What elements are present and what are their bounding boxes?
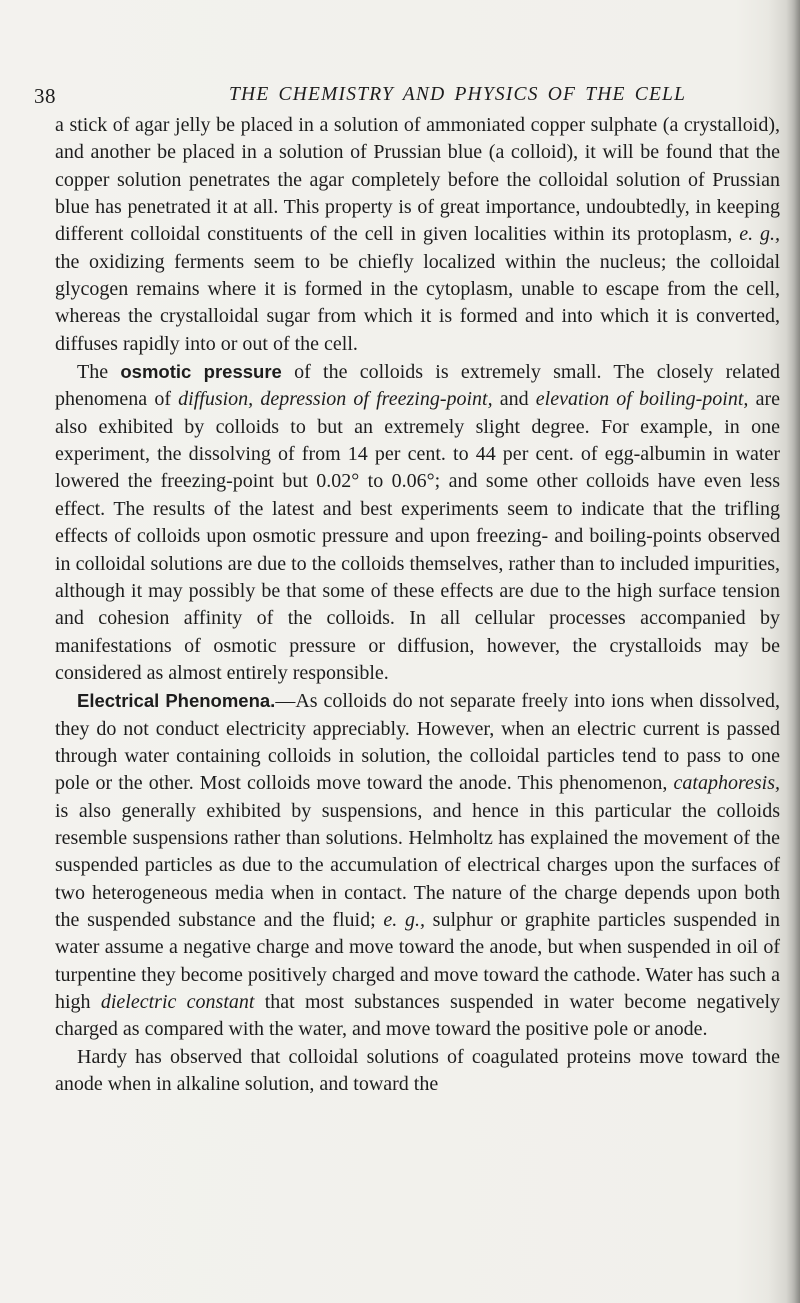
body-text [55, 112, 780, 1098]
paragraph-1 [55, 112, 780, 358]
page-header [34, 84, 780, 114]
page-edge-shadow [786, 0, 800, 1303]
italic-eg: e. g., [739, 223, 780, 246]
bold-term-osmotic-pressure: osmotic pressure [120, 361, 282, 383]
italic-term: elevation of boiling-point, [535, 388, 749, 411]
italic-term: cataphoresis, [673, 772, 780, 795]
paragraph-3 [55, 687, 780, 1043]
paragraph-text: the oxidizing ferments seem to be chiefly localized within the nucleus; the colloidal glycogen remains where it is formed in the cytoplasm, unable to escape from the cell, whereas the crystalloidal sugar from which it is formed and into which it is converted, diffuses rapidly into or out of the cell. [55, 250, 780, 355]
paragraph-text: The [77, 361, 121, 384]
paragraph-text: a stick of agar jelly be placed in a solution of ammoniated copper sulphate (a crystalloid), and another be placed in a solution of Prussian blue (a colloid), it will be found that the copper solution penetrates the agar completely before the colloidal solution of Prussian blue has penetrated it at all. This property is of great importance, undoubtedly, in keeping different colloidal constituents of the cell in given localities within its protoplasm, [55, 114, 780, 246]
paragraph-text: and [492, 388, 536, 411]
paragraph-text: sulphur or graphite particles suspended in water assume a negative charge and move toward the anode, but when suspended in oil of turpentine they become positively charged and move toward the cathode. Water has such a high [55, 908, 780, 1013]
italic-term: dielectric constant [100, 991, 255, 1013]
italic-term: diffusion, depression of freezing-point, [178, 388, 493, 411]
page-number: 38 [34, 84, 56, 108]
paragraph-4 [55, 1044, 780, 1099]
section-heading-electrical-phenomena: Electrical Phenomena. [77, 690, 276, 712]
italic-eg: e. g., [383, 908, 425, 931]
paragraph-text: —As colloids do not separate freely into ions when dissolved, they do not conduct electricity appreciably. However, when an electric current is passed through water containing colloids in solution, the colloidal particles tend to pass to one pole or the other. Most colloids move toward the anode. This phenomenon, [55, 690, 780, 795]
paragraph-text: of the colloids is extremely small. The closely related phenomena of [55, 361, 780, 411]
paragraph-text: are also exhibited by colloids to but an extremely slight degree. For example, in one experiment, the dissolving of from 14 per cent. to 44 per cent. of egg-albumin in water lowered the freezing-point but 0.02° to 0.06°; and some other colloids have even less effect. The results of the latest and best experiments seem to indicate that the trifling effects of colloids upon osmotic pressure and upon freezing- and boiling-points observed in colloidal solutions are due to the colloids themselves, rather than to included impurities, although it may possibly be that some of these effects are due to the high surface tension and cohesion affinity of the colloids. In all cellular processes accompanied by manifestations of osmotic pressure or diffusion, however, the crystalloids may be considered as almost entirely responsible. [55, 388, 780, 684]
paragraph-text: that most substances suspended in water become negatively charged as compared with the water, and move toward the positive pole or anode. [55, 991, 781, 1041]
paragraph-text: is also generally exhibited by suspensions, and hence in this particular the colloids resemble suspensions rather than solutions. Helmholtz has explained the movement of the suspended particles as due to the accumulation of electrical charges upon the surfaces of two heterogeneous media when in contact. The nature of the charge depends upon both the suspended substance and the fluid; [55, 799, 780, 931]
paragraph-text: Hardy has observed that colloidal solutions of coagulated proteins move toward the anode when in alkaline solution, and toward the [55, 1045, 780, 1096]
paragraph-2 [55, 358, 780, 687]
running-title: THE CHEMISTRY AND PHYSICS OF THE CELL [229, 84, 687, 105]
